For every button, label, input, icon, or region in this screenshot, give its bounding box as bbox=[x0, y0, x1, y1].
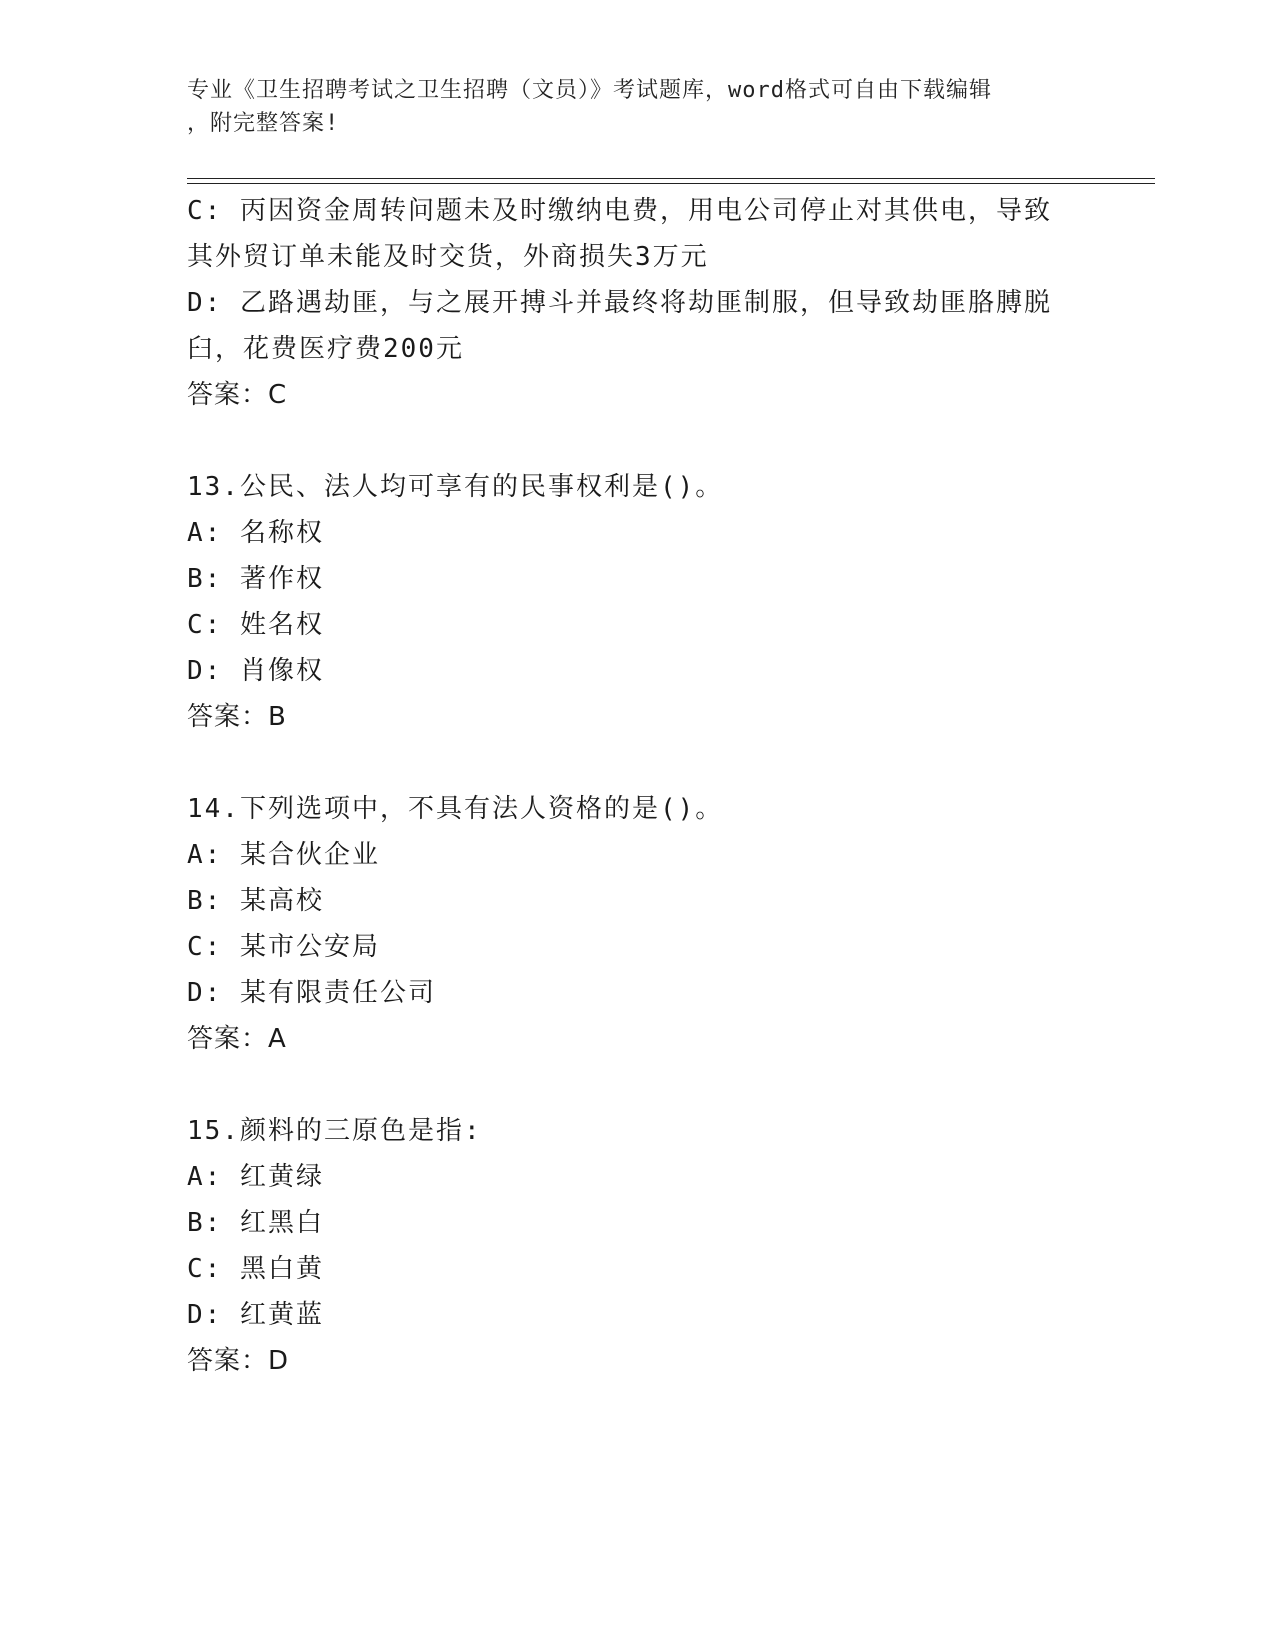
option-c-line-2: 其外贸订单未能及时交货，外商损失3万元 bbox=[187, 242, 709, 272]
question-15 bbox=[187, 1108, 1087, 1384]
option-c: C: 黑白黄 bbox=[187, 1254, 324, 1284]
header-divider-bottom bbox=[187, 183, 1155, 184]
option-d: D: 肖像权 bbox=[187, 656, 324, 686]
option-c-line-1: C: 丙因资金周转问题未及时缴纳电费，用电公司停止对其供电，导致 bbox=[187, 196, 1052, 226]
header-line-2: ，附完整答案! bbox=[187, 111, 340, 136]
answer: 答案：A bbox=[187, 1024, 287, 1054]
document-header bbox=[187, 74, 1087, 140]
question-14 bbox=[187, 786, 1087, 1062]
option-d-line-2: 臼，花费医疗费200元 bbox=[187, 334, 464, 364]
question-13 bbox=[187, 464, 1087, 740]
question-stem: 14.下列选项中，不具有法人资格的是()。 bbox=[187, 794, 724, 824]
answer: 答案：B bbox=[187, 702, 287, 732]
header-line-1: 专业《卫生招聘考试之卫生招聘（文员）》考试题库，word格式可自由下载编辑 bbox=[187, 78, 992, 103]
spacer bbox=[187, 418, 1087, 464]
answer: 答案：D bbox=[187, 1346, 290, 1376]
option-a: A: 某合伙企业 bbox=[187, 840, 380, 870]
option-d: D: 某有限责任公司 bbox=[187, 978, 436, 1008]
option-a: A: 红黄绿 bbox=[187, 1162, 324, 1192]
question-list bbox=[187, 188, 1087, 1384]
question-stem: 15.颜料的三原色是指: bbox=[187, 1116, 482, 1146]
option-d: D: 红黄蓝 bbox=[187, 1300, 324, 1330]
option-c: C: 姓名权 bbox=[187, 610, 324, 640]
question-stem: 13.公民、法人均可享有的民事权利是()。 bbox=[187, 472, 724, 502]
option-b: B: 某高校 bbox=[187, 886, 324, 916]
answer: 答案：C bbox=[187, 380, 288, 410]
spacer bbox=[187, 1062, 1087, 1108]
header-divider-top bbox=[187, 178, 1155, 179]
option-c: C: 某市公安局 bbox=[187, 932, 380, 962]
option-d-line-1: D: 乙路遇劫匪，与之展开搏斗并最终将劫匪制服，但导致劫匪胳膊脱 bbox=[187, 288, 1052, 318]
option-b: B: 红黑白 bbox=[187, 1208, 324, 1238]
option-b: B: 著作权 bbox=[187, 564, 324, 594]
option-a: A: 名称权 bbox=[187, 518, 324, 548]
question-12-continued bbox=[187, 188, 1087, 418]
spacer bbox=[187, 740, 1087, 786]
